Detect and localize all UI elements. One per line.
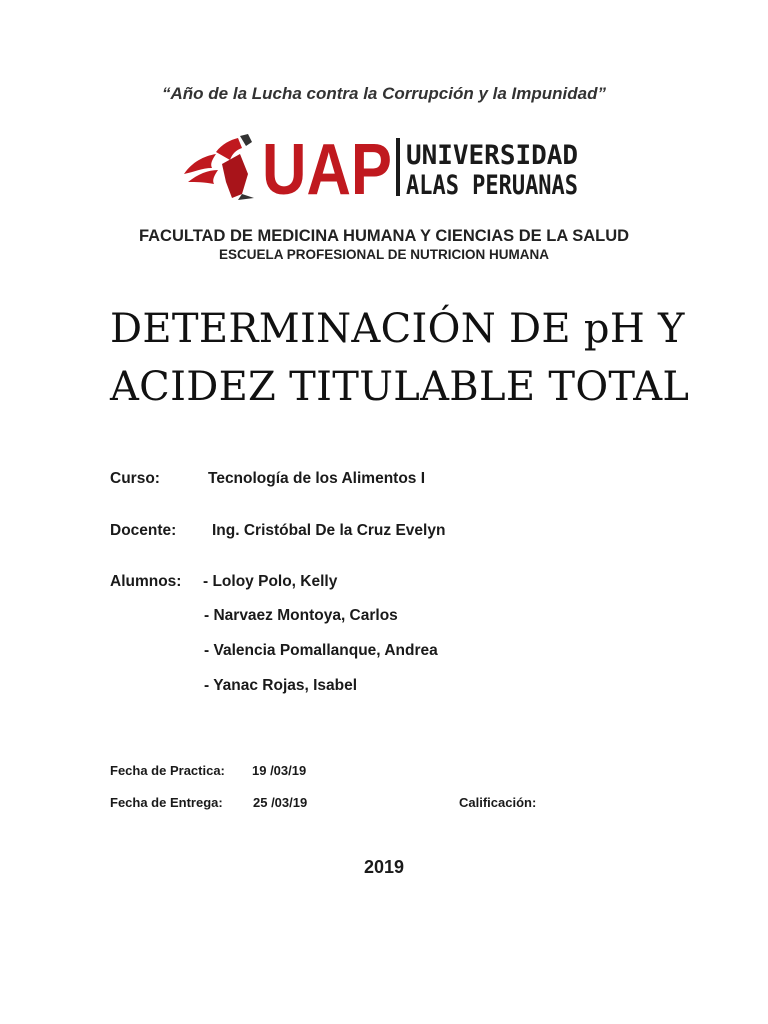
logo-line1: UNIVERSIDAD: [406, 140, 578, 171]
practice-date-label: Fecha de Practica:: [110, 763, 225, 778]
practice-date-value: 19 /03/19: [252, 763, 307, 778]
teacher-value: Ing. Cristóbal De la Cruz Evelyn: [212, 522, 446, 539]
logo-acronym: UAP: [262, 130, 392, 210]
faculty-name: FACULTAD DE MEDICINA HUMANA Y CIENCIAS DE LA SALUD: [138, 227, 630, 245]
delivery-date-value: 25 /03/19: [253, 795, 308, 810]
teacher-label: Docente:: [110, 522, 177, 539]
grade-label: Calificación:: [459, 795, 537, 810]
motto-text: “Año de la Lucha contra la Corrupción y la Impunidad”: [162, 84, 606, 103]
year-text: 2019: [363, 857, 405, 877]
student-item: - Yanac Rojas, Isabel: [204, 677, 358, 694]
logo-graphic: [182, 130, 582, 210]
student-item: - Valencia Pomallanque, Andrea: [204, 642, 438, 659]
student-item: - Narvaez Montoya, Carlos: [204, 607, 398, 624]
student-item: - Loloy Polo, Kelly: [203, 573, 338, 590]
delivery-date-label: Fecha de Entrega:: [110, 795, 223, 810]
logo-line2: ALAS PERUANAS: [406, 170, 578, 201]
document-title: [110, 300, 730, 416]
title-line-1: DETERMINACIÓN DE pH Y: [110, 306, 685, 352]
course-value: Tecnología de los Alimentos I: [208, 470, 426, 487]
bird-emblem-icon: [184, 134, 254, 200]
course-label: Curso:: [110, 470, 160, 487]
logo-divider: [396, 138, 400, 196]
students-label: Alumnos:: [110, 573, 182, 590]
title-line-2: ACIDEZ TITULABLE TOTAL: [110, 364, 690, 410]
school-name: ESCUELA PROFESIONAL DE NUTRICION HUMANA: [218, 247, 549, 262]
university-logo: [182, 130, 582, 210]
